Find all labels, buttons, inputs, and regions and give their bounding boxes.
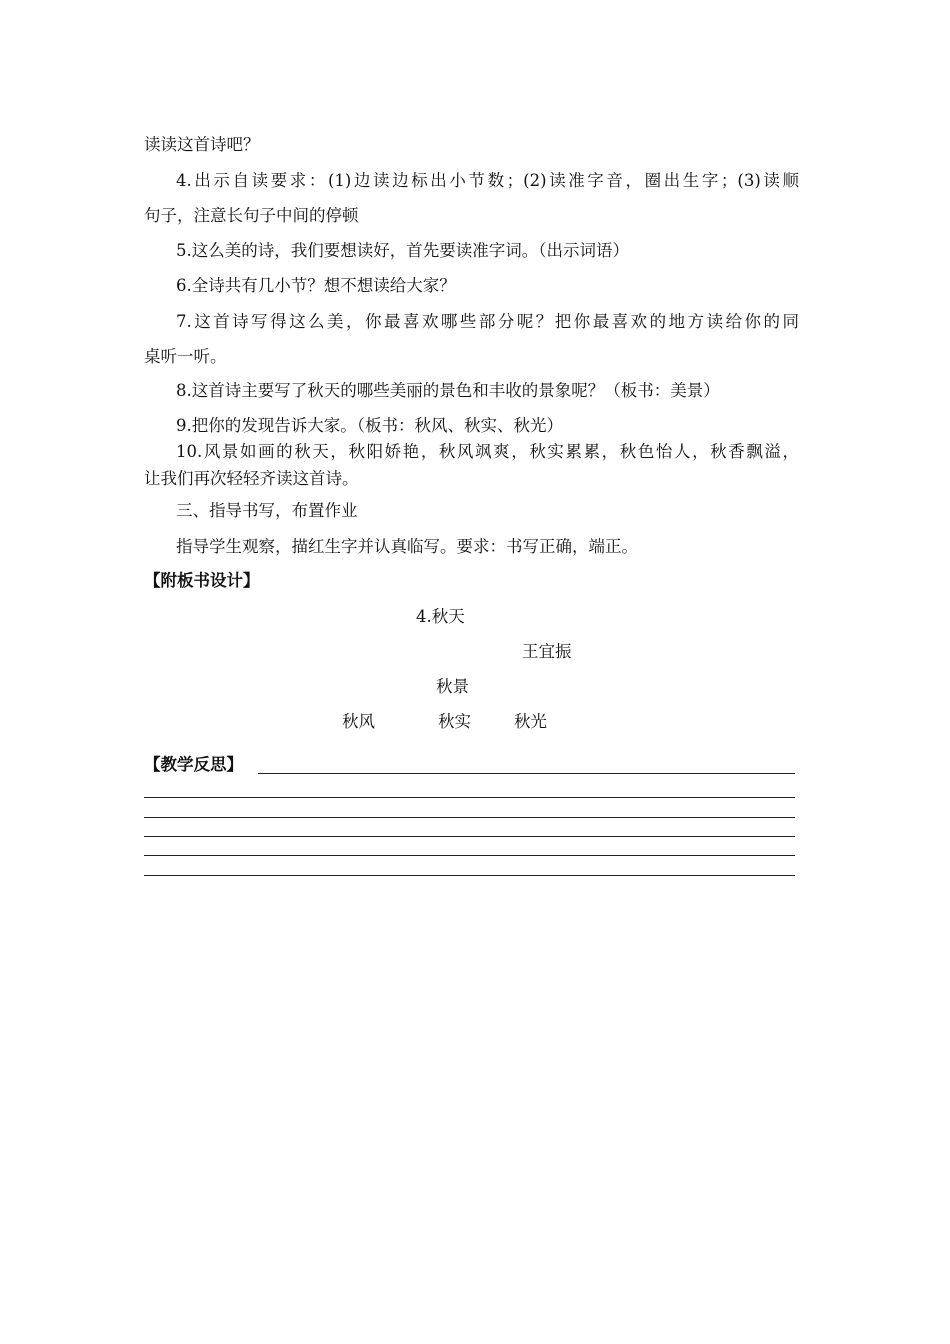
reflection-line-2: [144, 797, 795, 798]
paragraph-line-13: 指导学生观察，描红生字并认真临写。要求：书写正确，端正。: [176, 537, 638, 556]
board-center-word: 秋景: [436, 677, 469, 696]
reflection-line-5: [144, 855, 795, 856]
board-title: 4.秋天: [416, 607, 465, 626]
reflection-line-6: [144, 875, 795, 876]
paragraph-line-6: 7.这首诗写得这么美，你最喜欢哪些部分呢？把你最喜欢的地方读给你的同: [176, 312, 799, 331]
board-item-wind: 秋风: [342, 712, 375, 731]
paragraph-line-8: 8.这首诗主要写了秋天的哪些美丽的景色和丰收的景象呢？（板书：美景）: [176, 381, 720, 400]
paragraph-line-1: 读读这首诗吧？: [144, 135, 260, 154]
reflection-heading: 【教学反思】: [144, 755, 243, 774]
paragraph-line-3: 句子，注意长句子中间的停顿: [144, 206, 359, 225]
paragraph-line-2: 4.出示自读要求：(1)边读边标出小节数；(2)读准字音，圈出生字；(3)读顺: [176, 171, 799, 190]
board-item-light: 秋光: [514, 712, 547, 731]
section-heading: 三、指导书写，布置作业: [176, 501, 358, 520]
paragraph-line-4: 5.这么美的诗，我们要想读好，首先要读准字词。（出示词语）: [176, 241, 629, 260]
board-item-fruit: 秋实: [438, 712, 471, 731]
reflection-line-1: [258, 773, 795, 774]
paragraph-line-11: 让我们再次轻轻齐读这首诗。: [144, 469, 359, 488]
reflection-line-4: [144, 836, 795, 837]
board-design-heading: 【附板书设计】: [144, 571, 260, 590]
paragraph-line-5: 6.全诗共有几小节？想不想读给大家？: [176, 276, 456, 295]
board-author: 王宜振: [522, 642, 572, 661]
paragraph-line-10: 10.风景如画的秋天，秋阳娇艳，秋风飒爽，秋实累累，秋色怡人，秋香飘溢，: [176, 442, 799, 461]
paragraph-line-7: 桌听一听。: [144, 347, 227, 366]
paragraph-line-9: 9.把你的发现告诉大家。（板书：秋风、秋实、秋光）: [176, 416, 563, 435]
reflection-line-3: [144, 817, 795, 818]
